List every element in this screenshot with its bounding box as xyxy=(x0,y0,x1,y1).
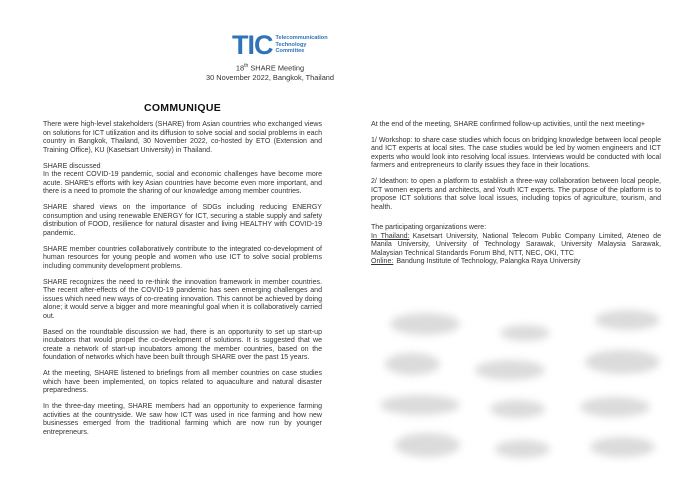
organizations-thailand xyxy=(371,233,661,259)
org-list: Kasetsart University, National Telecom Public Company Limited, Ateneo de Manila University, University of Technology Sarawak, University Malaysia Sarawak, Malaysian Technical Standards Forum Bhd, NTT, NEC, OKI, TTC xyxy=(371,232,661,257)
paragraph-farming: In the three-day meeting, SHARE members had an opportunity to experience farming activities at the countryside. We saw how ICT was used in rice farming and how new businesses emerged from the traditional farming which are now run by younger entrepreneurs. xyxy=(43,403,322,436)
left-column xyxy=(43,102,322,445)
signature xyxy=(595,310,660,330)
paragraph-ideathon: 2/ Ideathon: to open a platform to establish a three-way collaboration between local people, ICT women experts and architects, and Youth ICT experts. The purpose of the platform is to propose ICT solutions that solve local issues, including topics of agriculture, tourism, and health. xyxy=(371,178,661,211)
signature xyxy=(380,395,460,415)
signature xyxy=(395,433,460,457)
ttc-logo xyxy=(232,30,328,60)
communique-heading: COMMUNIQUE xyxy=(143,102,222,114)
paragraph-workshop: 1/ Workshop: to share case studies which focus on bridging knowledge between local people and ICT experts at local sites. The case studies would be led by women engineers and ICT experts who would look into resolving local issues. Interviews would be conducted with local farmers and entrepreneurs to clarify issues they face in their locations. xyxy=(371,136,661,170)
blurred-signatures xyxy=(380,305,670,475)
organizations-title: The participating organizations were: xyxy=(371,224,487,232)
logo-mark: TIC xyxy=(232,30,273,60)
signature xyxy=(590,437,655,457)
signature xyxy=(585,350,660,374)
meeting-ordinal: 18 xyxy=(235,63,245,73)
paragraph-incubators: Based on the roundtable discussion we had, there is an opportunity to set up start-up incubators that would propel the co-development of solutions. It is suggested that we create a network of start-up incubators among the member countries, based on the foundation of networks which have been built through SHARE over the past 15 years. xyxy=(43,328,322,361)
paragraph-intro: There were high-level stakeholders (SHARE) from Asian countries who exchanged views on solutions for ICT utilization and its diffusion to solve social and social problems in each country in Bangkok, Thailand, 30 November 2022, co-hosted by ETO (Extension and Training Office), KU (Kasetsart University) in Thailand. xyxy=(43,121,322,154)
signature xyxy=(500,325,550,341)
paragraph-follow-up: At the end of the meeting, SHARE confirmed follow-up activities, until the next meeting+ xyxy=(371,121,645,128)
org-label: In Thailand: xyxy=(371,232,410,240)
meeting-name: SHARE Meeting xyxy=(248,63,305,73)
organizations-online xyxy=(371,258,661,267)
meeting-ordinal-suffix: th xyxy=(244,63,249,69)
right-column xyxy=(371,121,661,267)
signature xyxy=(475,360,545,380)
logo-line: Technology xyxy=(275,41,307,48)
org-label: Online: xyxy=(371,258,394,266)
signature xyxy=(580,397,650,417)
paragraph-briefings: At the meeting, SHARE listened to briefings from all member countries on case studies which have been implemented, on topics related to aquaculture and natural disaster preparedness. xyxy=(43,370,322,394)
org-list: Bandung Institute of Technology, Palangka Raya University xyxy=(396,258,581,266)
meeting-title xyxy=(190,62,350,73)
signature xyxy=(390,313,460,335)
logo-text xyxy=(276,35,328,54)
signature xyxy=(490,400,545,418)
signature xyxy=(495,440,550,458)
paragraph-sdgs: SHARE shared views on the importance of SDGs including reducing ENERGY consumption and using renewable ENERGY for ICT, securing a stable supply and safety distribution of FOOD, resilience for natural disaster and living HEALTHY with COVID-19 pandemic. xyxy=(43,204,322,237)
paragraph-human-resources: SHARE member countries collaboratively contribute to the integrated co-development of human resources for young people and women who use ICT to solve social problems including community development problems. xyxy=(43,245,322,270)
paragraph-share-discussed: SHARE discussed In the recent COVID-19 pandemic, social and economic challenges have become more acute. SHARE's efforts with key Asian countries have become even more important, and there is a need to promote the sharing of our knowledge among member countries. xyxy=(43,162,322,195)
meeting-info xyxy=(190,62,350,82)
logo-line: Telecommunication xyxy=(275,35,328,42)
meeting-date-place: 30 November 2022, Bangkok, Thailand xyxy=(205,72,335,82)
paragraph-innovation: SHARE recognizes the need to re-think the innovation framework in member countries. The recent after-effects of the COVID-19 pandemic has seen emerging challenges and issues which need new ways of co-creating innovation. This cannot be achieved by doing alone; it would serve a bigger and more meaningful goal when it is collaboratively carried out. xyxy=(43,278,322,320)
signature xyxy=(385,353,440,375)
logo-line: Committee xyxy=(275,48,305,55)
